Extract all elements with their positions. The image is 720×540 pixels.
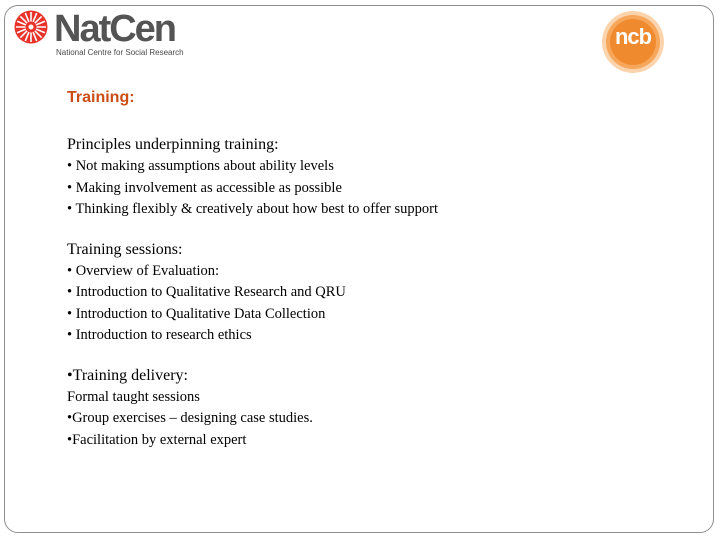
- list-item: •Facilitation by external expert: [67, 431, 247, 448]
- list-item: • Introduction to Qualitative Data Collection: [67, 305, 326, 322]
- list-item: • Introduction to Qualitative Research and QRU: [67, 284, 346, 300]
- list-item: • Thinking flexibly & creatively about how best to offer support: [67, 201, 438, 217]
- list-item: • Not making assumptions about ability levels: [67, 158, 334, 174]
- natcen-sunburst-icon: [14, 10, 48, 44]
- natcen-wordmark: NatCen: [54, 8, 176, 50]
- natcen-logo: [14, 8, 184, 62]
- principles-heading: Principles underpinning training:: [67, 136, 279, 153]
- slide-title: Training:: [67, 89, 135, 106]
- list-item: • Making involvement as accessible as possible: [67, 179, 342, 196]
- natcen-tagline: National Centre for Social Research: [56, 48, 184, 57]
- sessions-heading: Training sessions:: [67, 240, 183, 258]
- principles-section: [67, 134, 687, 221]
- list-item: •Group exercises – designing case studies.: [67, 410, 313, 426]
- delivery-heading: •Training delivery:: [67, 366, 188, 384]
- ncb-logo: [601, 10, 665, 74]
- list-item: • Introduction to research ethics: [67, 327, 252, 343]
- list-item: • Overview of Evaluation:: [67, 262, 220, 279]
- slide-body: [67, 134, 687, 451]
- delivery-section: [67, 365, 687, 452]
- list-item: Formal taught sessions: [67, 388, 200, 405]
- ncb-wordmark: ncb: [614, 24, 652, 49]
- sessions-section: [67, 239, 687, 347]
